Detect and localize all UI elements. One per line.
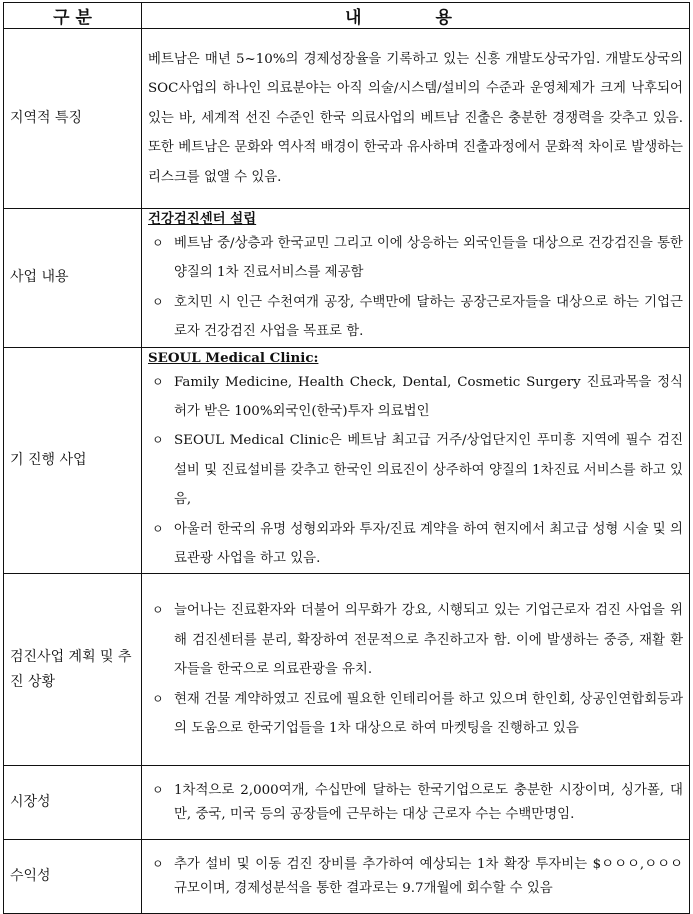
list-item: [148, 685, 683, 744]
row-label: 사업 내용: [4, 209, 142, 348]
bullet-icon: ㅇ: [152, 857, 164, 872]
list-item: [148, 779, 683, 826]
paragraph-text: 베트남은 매년 5~10%의 경제성장율을 기록하고 있는 신흥 개발도상국가임. 개발도상국의 SOC사업의 하나인 의료분야는 아직 의술/시스템/설비의 수준과 운영체제가 크게 낙후되어 있는 바, 세계적 선진 수준인 한국 의료사업의 베트남 진출은 충분한 경쟁력을 갖추고 있음. 또한 베트남은 문화와 역사적 배경이 한국과 유사하며 진출과정에서 문화적 차이로 발생하는 리스크를 없앨 수 있음.: [148, 51, 683, 185]
list-item-text: 호치민 시 인근 수천여개 공장, 수백만에 달하는 공장근로자들을 대상으로 하는 기업근로자 건강검진 사업을 목표로 함.: [174, 294, 683, 340]
bullet-icon: ㅇ: [152, 236, 164, 250]
list-item-text: 1차적으로 2,000여개, 수십만에 달하는 한국기업으로도 충분한 시장이며, 싱가폴, 대만, 중국, 미국 등의 공장들에 근무하는 대상 근로자 수는 수백만명임.: [174, 783, 683, 822]
bullet-icon: ㅇ: [152, 603, 164, 618]
row-label: 지역적 특징: [4, 29, 142, 209]
business-overview-table: [3, 2, 690, 914]
list-item: [148, 368, 683, 427]
row-content: [142, 766, 690, 840]
bullet-icon: ㅇ: [152, 521, 164, 536]
row-label: 기 진행 사업: [4, 347, 142, 574]
table-row: [4, 574, 690, 766]
table-row: [4, 347, 690, 574]
list-item-text: 늘어나는 진료환자와 더불어 의무화가 강요, 시행되고 있는 기업근로자 검진 사업을 위해 검진센터를 분리, 확장하여 전문적으로 추진하고자 함. 이에 발생하는 중증, 재활 환자들을 한국으로 의료관광을 유치.: [174, 603, 683, 678]
list-item: [148, 515, 683, 574]
row-label: 시장성: [4, 766, 142, 840]
bullet-icon: ㅇ: [152, 783, 164, 798]
bullet-icon: ㅇ: [152, 374, 164, 389]
header-category: [4, 3, 142, 29]
list-item-text: SEOUL Medical Clinic은 베트남 최고급 거주/상업단지인 푸미흥 지역에 필수 검진설비 및 진료설비를 갖추고 한국인 의료진이 상주하여 양질의 1차진료 서비스를 하고 있음,: [174, 433, 683, 508]
row-content: [142, 209, 690, 348]
list-item: [148, 288, 683, 347]
row-content: [142, 347, 690, 574]
bullet-icon: ㅇ: [152, 294, 164, 309]
list-item-text: 아울러 한국의 유명 성형외과와 투자/진료 계약을 하여 현지에서 최고급 성형 시술 및 의료관광 사업을 하고 있음.: [174, 521, 683, 567]
list-item: [148, 426, 683, 514]
bullet-icon: ㅇ: [152, 691, 164, 706]
bullet-icon: ㅇ: [152, 433, 164, 448]
table-header-row: [4, 3, 690, 29]
table-row: [4, 29, 690, 209]
list-item-text: 현재 건물 계약하였고 진료에 필요한 인테리어를 하고 있으며 한인회, 상공인연합회등과의 도움으로 한국기업들을 1차 대상으로 하여 마켓팅을 진행하고 있음: [174, 691, 683, 737]
list-item: [148, 596, 683, 684]
row-content: [142, 29, 690, 209]
table-row: [4, 209, 690, 348]
list-item-text: 베트남 중/상층과 한국교민 그리고 이에 상응하는 외국인들을 대상으로 건강검진을 통한 양질의 1차 진료서비스를 제공함: [174, 236, 683, 281]
row-content: [142, 574, 690, 766]
header-content: [142, 3, 690, 29]
row-label: 검진사업 계획 및 추진 상황: [4, 574, 142, 766]
table-row: [4, 766, 690, 840]
section-subtitle: 건강검진센터 설립: [148, 211, 257, 227]
header-category-label: 구 분: [53, 8, 92, 28]
list-item: [148, 229, 683, 288]
row-label: 수익성: [4, 840, 142, 914]
header-content-label: 내 용: [345, 8, 486, 28]
section-subtitle: SEOUL Medical Clinic:: [148, 349, 319, 366]
list-item-text: 추가 설비 및 이동 검진 장비를 추가하여 예상되는 1차 확장 투자비는 $ㅇㅇㅇ,ㅇㅇㅇ 규모이며, 경제성분석을 통한 결과로는 9.7개월에 회수할 수 있음: [174, 857, 683, 896]
list-item-text: Family Medicine, Health Check, Dental, Cosmetic Surgery 진료과목을 정식허가 받은 100%외국인(한국)투자 의료법인: [174, 374, 683, 420]
